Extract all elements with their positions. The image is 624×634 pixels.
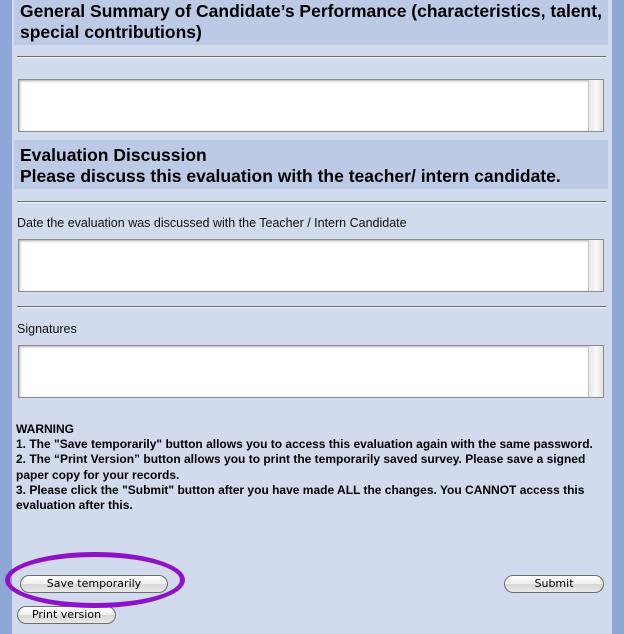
date-discussed-label: Date the evaluation was discussed with the Teacher / Intern Candidate [17, 216, 407, 230]
signatures-textarea[interactable] [18, 345, 604, 398]
textarea-scrollbar[interactable] [588, 346, 603, 397]
textarea-scrollbar[interactable] [588, 80, 603, 131]
discussion-heading-title: Evaluation Discussion [20, 145, 207, 165]
submit-button[interactable]: Submit [504, 575, 604, 593]
divider [17, 201, 606, 203]
textarea-scrollbar[interactable] [588, 240, 603, 291]
divider [17, 56, 606, 58]
divider [17, 306, 606, 308]
warning-item: 3. Please click the "Submit" button after you have made ALL the changes. You CANNOT access this evaluation after this. [16, 482, 585, 513]
signatures-label: Signatures [17, 322, 77, 336]
warning-block [16, 422, 612, 513]
warning-title: WARNING [16, 422, 74, 436]
warning-item: 1. The "Save temporarily" button allows you to access this evaluation again with the same password. [16, 437, 593, 452]
print-version-button[interactable]: Print version [17, 606, 116, 624]
discussion-heading-subtitle: Please discuss this evaluation with the teacher/ intern candidate. [20, 166, 561, 186]
highlight-ring [5, 552, 185, 608]
summary-heading [14, 0, 608, 45]
discussion-heading [14, 140, 608, 189]
save-temporarily-button[interactable]: Save temporarily [20, 575, 168, 593]
summary-textarea[interactable] [18, 79, 604, 132]
warning-item: 2. The “Print Version” button allows you to print the temporarily saved survey. Please save a signed paper copy for your records. [16, 452, 586, 482]
summary-heading-text: General Summary of Candidate’s Performance (characteristics, talent, special contributions) [20, 1, 602, 42]
date-discussed-textarea[interactable] [18, 239, 604, 292]
